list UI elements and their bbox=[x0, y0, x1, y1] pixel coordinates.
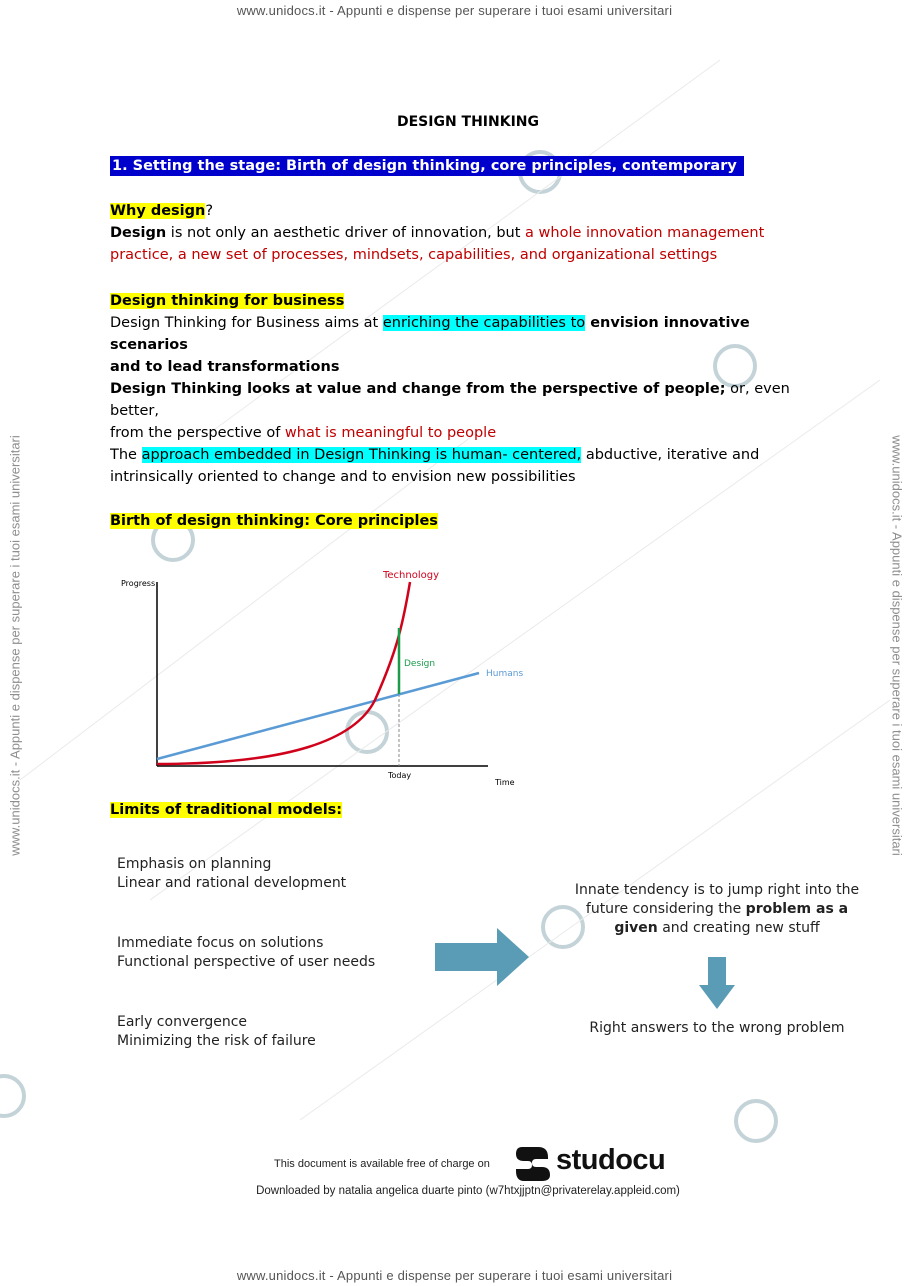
answer-text: Right answers to the wrong problem bbox=[589, 1020, 845, 1036]
business-label: Design thinking for business bbox=[110, 293, 345, 309]
approach-text bbox=[110, 444, 810, 488]
series-humans-line bbox=[157, 673, 479, 759]
list-item: Emphasis on planning bbox=[117, 856, 272, 872]
footer-downloaded: Downloaded by natalia angelica duarte pinto (w7htxjjptn@privaterelay.appleid.com) bbox=[256, 1185, 680, 1197]
watermark-top: www.unidocs.it - Appunti e dispense per superare i tuoi esami universitari bbox=[236, 3, 673, 18]
y-axis-label: Progress bbox=[121, 579, 156, 588]
right-arrow-icon bbox=[435, 928, 531, 986]
tendency-line-3b: and creating new stuff bbox=[657, 920, 820, 936]
limits-heading bbox=[110, 799, 810, 821]
birth-label: Birth of design thinking: Core principles bbox=[110, 513, 438, 529]
tendency-line-3a: given bbox=[614, 920, 658, 936]
why-design-heading bbox=[110, 200, 810, 222]
limits-group-2 bbox=[117, 934, 375, 972]
value-plain-2: from the perspective of bbox=[110, 425, 285, 441]
progress-chart bbox=[110, 560, 540, 790]
humans-label: Humans bbox=[486, 669, 524, 679]
watermark-bottom: www.unidocs.it - Appunti e dispense per superare i tuoi esami universitari bbox=[236, 1268, 673, 1283]
footer-available: This document is available free of charge on bbox=[274, 1158, 490, 1170]
why-design-text bbox=[110, 222, 810, 266]
tendency-line-2a: future considering the bbox=[585, 901, 746, 917]
business-heading bbox=[110, 290, 810, 312]
limits-group-1 bbox=[117, 855, 346, 893]
approach-plain-a: The bbox=[110, 447, 142, 463]
value-red: what is meaningful to people bbox=[284, 425, 497, 441]
studocu-logo-text[interactable]: studocu bbox=[556, 1144, 666, 1176]
business-highlight: enriching the capabilities to bbox=[382, 315, 586, 331]
why-design-suffix: ? bbox=[205, 203, 214, 219]
x-axis-label: Time bbox=[495, 778, 515, 787]
studocu-logo-icon bbox=[514, 1145, 552, 1183]
value-bold: Design Thinking looks at value and change from the perspective of people; bbox=[110, 381, 726, 397]
birth-heading bbox=[110, 510, 810, 532]
design-red-2: practice, a new set of processes, mindsets, capabilities, and organizational settings bbox=[110, 247, 718, 263]
why-design-label: Why design bbox=[110, 203, 206, 219]
today-label: Today bbox=[388, 771, 412, 780]
page-title: DESIGN THINKING bbox=[396, 114, 540, 130]
approach-plain-b: abductive, iterative and bbox=[581, 447, 760, 463]
series-technology-line bbox=[157, 582, 410, 764]
list-item: Immediate focus on solutions bbox=[117, 935, 324, 951]
design-plain: is not only an aesthetic driver of innovation, but bbox=[166, 225, 526, 241]
business-bold: envision innovative scenarios bbox=[110, 315, 750, 353]
tendency-line-2b: problem as a bbox=[745, 901, 849, 917]
business-plain: Design Thinking for Business aims at bbox=[110, 315, 383, 331]
approach-highlight: approach embedded in Design Thinking is human- centered, bbox=[141, 447, 582, 463]
list-item: Early convergence bbox=[117, 1014, 248, 1030]
tendency-line-1: Innate tendency is to jump right into the bbox=[574, 882, 860, 898]
business-bold-2: and to lead transformations bbox=[110, 359, 340, 375]
list-item: Minimizing the risk of failure bbox=[117, 1033, 316, 1049]
value-text bbox=[110, 378, 810, 444]
section-heading: 1. Setting the stage: Birth of design thinking, core principles, contemporary debate bbox=[110, 156, 744, 176]
down-arrow-icon bbox=[699, 957, 735, 1009]
design-bold: Design bbox=[110, 225, 167, 241]
limits-label: Limits of traditional models: bbox=[110, 802, 343, 818]
list-item: Functional perspective of user needs bbox=[117, 954, 376, 970]
watermark-right: www.unidocs.it - Appunti e dispense per superare i tuoi esami universitari bbox=[889, 435, 905, 856]
approach-plain-2: intrinsically oriented to change and to envision new possibilities bbox=[110, 469, 576, 485]
technology-label: Technology bbox=[383, 570, 440, 581]
innate-tendency-text bbox=[560, 881, 874, 938]
design-red-1: a whole innovation management bbox=[525, 225, 765, 241]
limits-group-3 bbox=[117, 1013, 316, 1051]
list-item: Linear and rational development bbox=[117, 875, 347, 891]
watermark-left: www.unidocs.it - Appunti e dispense per superare i tuoi esami universitari bbox=[7, 435, 23, 856]
value-plain: or, even better, bbox=[110, 381, 790, 419]
design-label: Design bbox=[404, 659, 436, 669]
business-text bbox=[110, 312, 810, 378]
